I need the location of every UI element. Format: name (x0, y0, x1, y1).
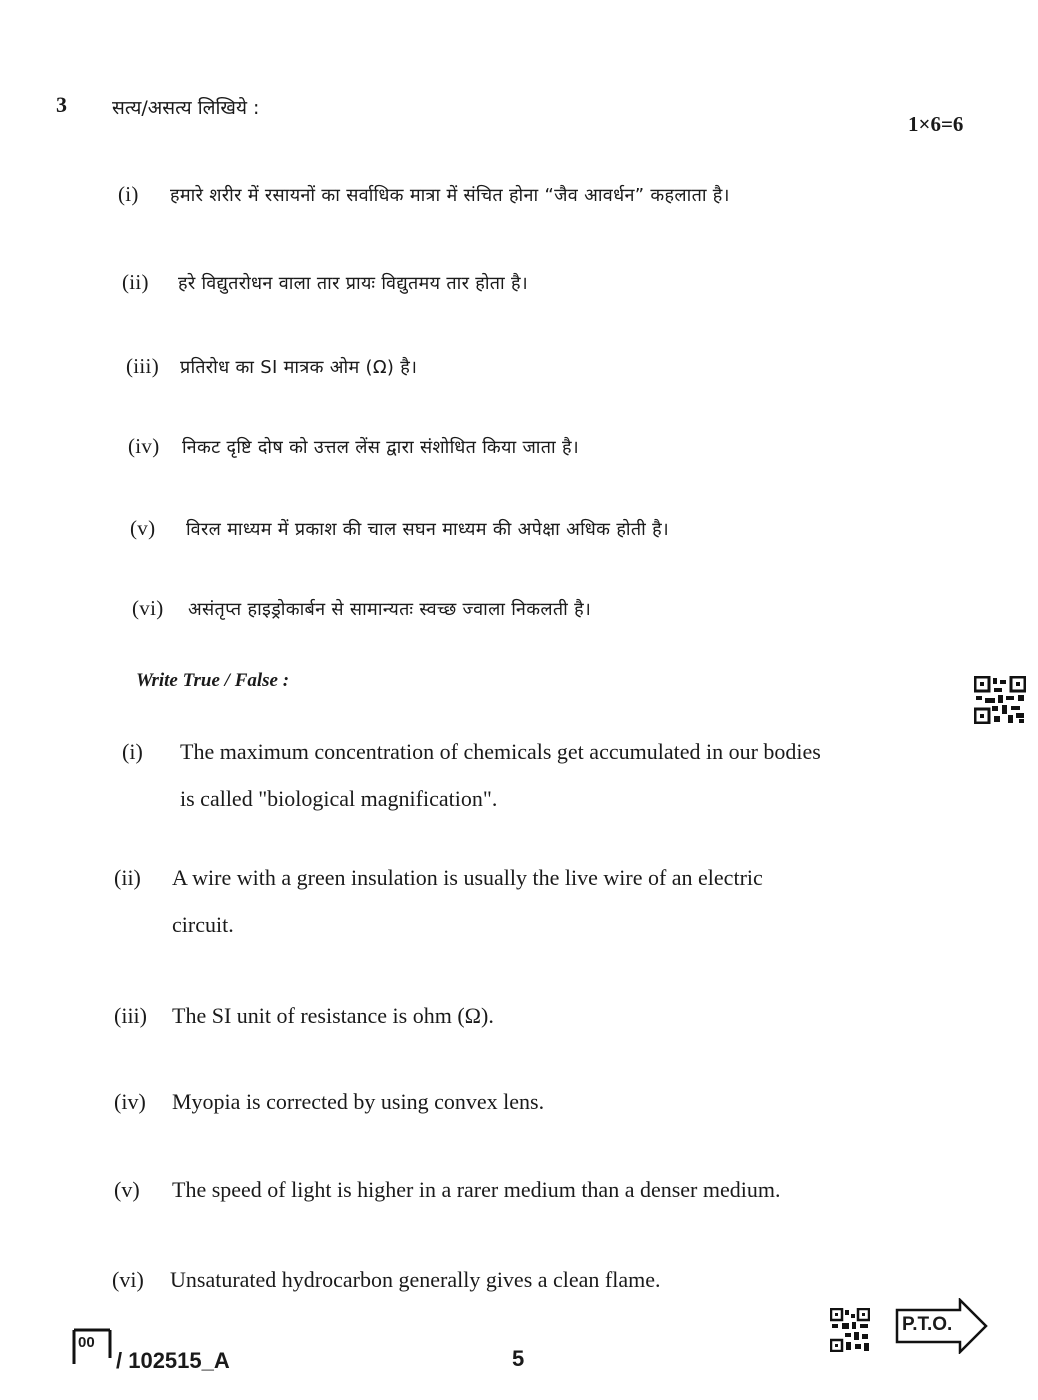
item-text: निकट दृष्टि दोष को उत्तल लेंस द्वारा संशोधित किया जाता है। (182, 437, 579, 458)
item-text: हरे विद्युतरोधन वाला तार प्रायः विद्युतमय तार होता है। (178, 273, 529, 294)
english-item-5 (114, 1166, 780, 1213)
qr-code-footer-icon (830, 1308, 870, 1352)
item-number: (iii) (126, 354, 159, 378)
question-number: 3 (56, 92, 67, 117)
hindi-item-5 (130, 516, 669, 541)
item-number: (iii) (114, 1003, 147, 1028)
item-number: (v) (114, 1177, 140, 1202)
pto-label: P.T.O. (902, 1314, 953, 1335)
item-text: विरल माध्यम में प्रकाश की चाल सघन माध्यम की अपेक्षा अधिक होती है। (186, 519, 670, 540)
english-item-1 (122, 728, 821, 822)
page-number: 5 (512, 1346, 525, 1371)
item-number: (vi) (132, 596, 164, 620)
hindi-item-4 (128, 434, 579, 459)
hindi-item-1 (118, 182, 730, 207)
marks-allocation: 1×6=6 (908, 112, 964, 136)
item-number: (i) (122, 739, 143, 764)
paper-code: / 102515_A (116, 1348, 230, 1373)
item-number: (v) (130, 516, 156, 540)
item-number: (ii) (122, 270, 149, 294)
item-text-line-2: circuit. (172, 912, 234, 937)
item-number: (ii) (114, 865, 141, 890)
item-text-line-1: Unsaturated hydrocarbon generally gives a clean flame. (170, 1267, 661, 1292)
qr-code-icon (974, 676, 1026, 724)
item-text-line-1: The SI unit of resistance is ohm (Ω). (172, 1003, 494, 1028)
item-number: (iv) (114, 1089, 146, 1114)
item-text: हमारे शरीर में रसायनों का सर्वाधिक मात्रा में संचित होना “जैव आवर्धन” कहलाता है। (170, 185, 730, 206)
item-text: असंतृप्त हाइड्रोकार्बन से सामान्यतः स्वच्छ ज्वाला निकलती है। (188, 599, 592, 620)
item-text-line-1: The maximum concentration of chemicals get accumulated in our bodies (180, 739, 821, 764)
instruction-hindi: सत्य/असत्य लिखिये : (112, 97, 260, 119)
corner-mark-text: 00 (78, 1334, 95, 1351)
item-number: (iv) (128, 434, 160, 458)
item-text-line-2: is called "biological magnification". (180, 786, 498, 811)
item-text-line-1: A wire with a green insulation is usually the live wire of an electric (172, 865, 763, 890)
english-item-2 (114, 854, 763, 948)
item-number: (vi) (112, 1267, 144, 1292)
hindi-item-6 (132, 596, 591, 621)
instruction-english: Write True / False : (136, 670, 290, 691)
hindi-item-2 (122, 270, 528, 295)
english-item-6 (112, 1256, 661, 1303)
pto-arrow (894, 1298, 988, 1354)
corner-mark (64, 1328, 112, 1366)
english-item-4 (114, 1078, 544, 1125)
item-text: प्रतिरोध का SI मात्रक ओम (Ω) है। (180, 357, 418, 378)
item-number: (i) (118, 182, 139, 206)
hindi-item-3 (126, 354, 417, 379)
english-item-3 (114, 992, 494, 1039)
item-text-line-1: The speed of light is higher in a rarer medium than a denser medium. (172, 1177, 781, 1202)
item-text-line-1: Myopia is corrected by using convex lens. (172, 1089, 545, 1114)
